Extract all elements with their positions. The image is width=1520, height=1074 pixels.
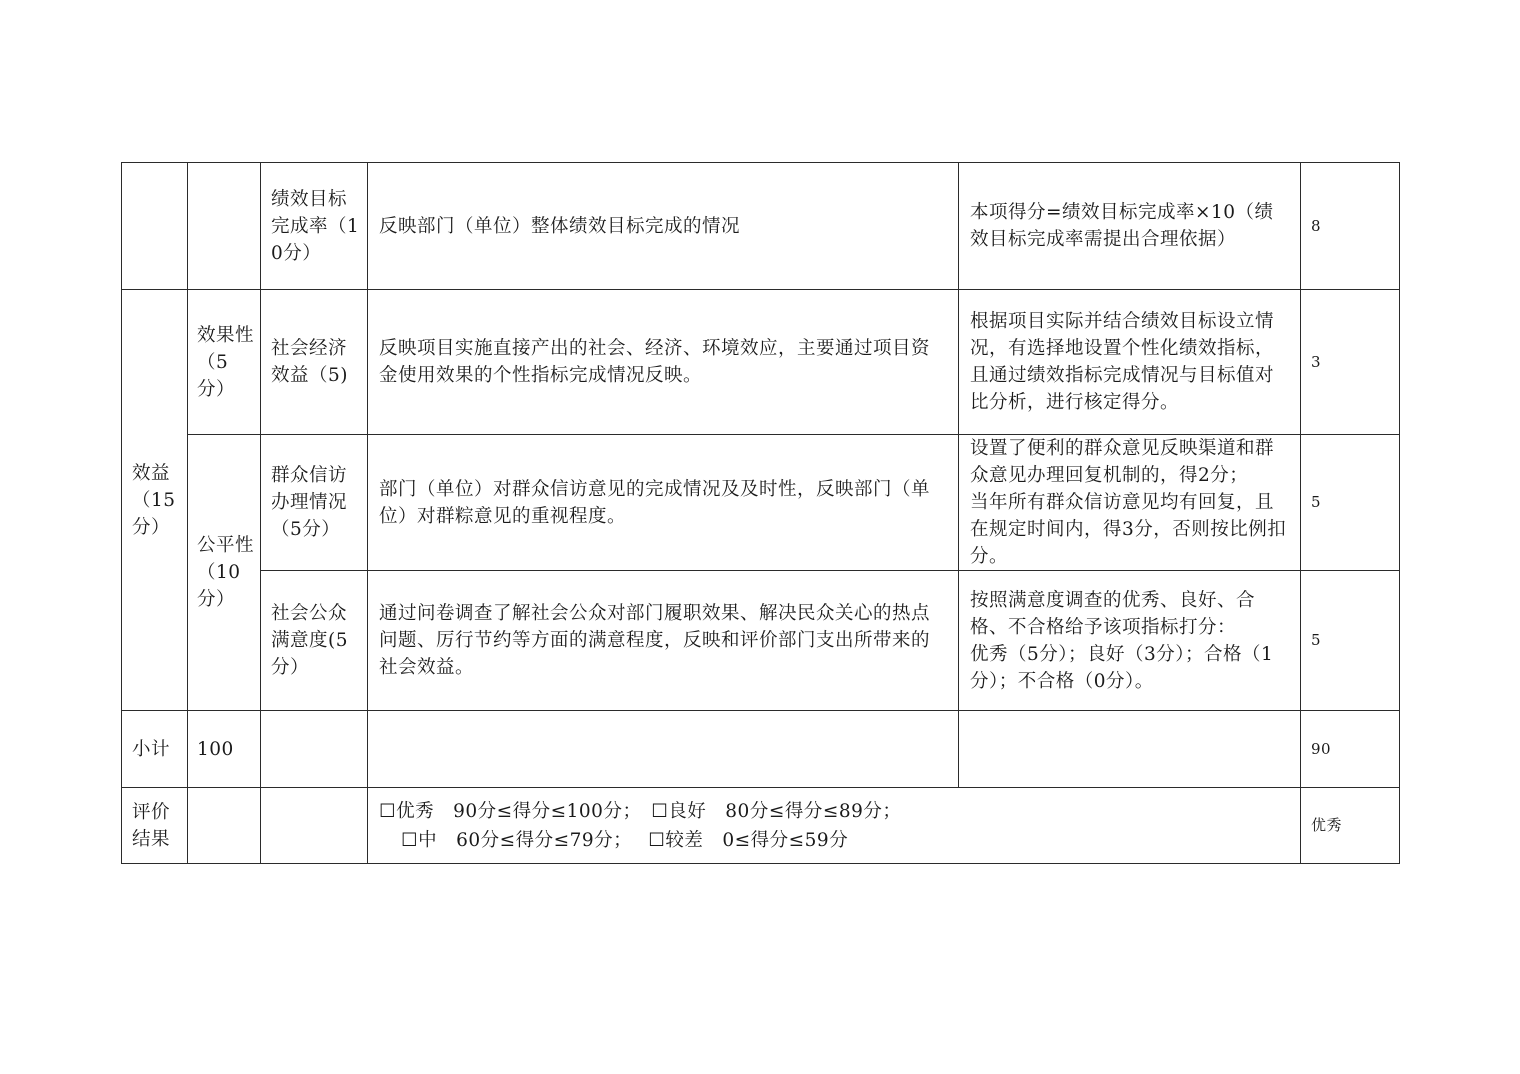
subtotal-empty — [368, 711, 959, 788]
subtotal-score: 90 — [1301, 711, 1400, 788]
score-cell: 5 — [1301, 435, 1400, 571]
grade-scale-line: ☐中 60分≤得分≤79分； ☐较差 0≤得分≤59分 — [401, 829, 849, 851]
description-cell: 通过问卷调查了解社会公众对部门履职效果、解决民众关心的热点问题、厉行节约等方面的满意程度，反映和评价部门支出所带来的社会效益。 — [368, 571, 959, 711]
table-row — [122, 163, 1400, 290]
result-value: 优秀 — [1301, 788, 1400, 864]
criteria-cell — [959, 571, 1301, 711]
result-empty — [261, 788, 368, 864]
indicator-cell: 绩效目标完成率（10分） — [261, 163, 368, 290]
subtotal-empty — [959, 711, 1301, 788]
description-cell: 反映部门（单位）整体绩效目标完成的情况 — [368, 163, 959, 290]
result-row — [122, 788, 1400, 864]
score-cell: 5 — [1301, 571, 1400, 711]
criteria-line: 按照满意度调查的优秀、良好、合格、不合格给予该项指标打分： — [970, 589, 1256, 638]
table-row — [122, 571, 1400, 711]
indicator-cell: 群众信访办理情况（5分） — [261, 435, 368, 571]
subtotal-row — [122, 711, 1400, 788]
score-cell: 8 — [1301, 163, 1400, 290]
level1-cell: 效益（15分） — [122, 290, 188, 711]
description-cell: 部门（单位）对群众信访意见的完成情况及及时性，反映部门（单位）对群粽意见的重视程度。 — [368, 435, 959, 571]
criteria-line: 当年所有群众信访意见均有回复，且在规定时间内，得3分，否则按比例扣分。 — [970, 492, 1287, 567]
indicator-cell: 社会经济效益（5) — [261, 290, 368, 435]
description-cell: 反映项目实施直接产出的社会、经济、环境效应，主要通过项目资金使用效果的个性指标完成情况反映。 — [368, 290, 959, 435]
result-label: 评价结果 — [122, 788, 188, 864]
result-empty — [188, 788, 261, 864]
level2-cell: 公平性（10分） — [188, 435, 261, 711]
criteria-cell — [959, 435, 1301, 571]
level2-cell-empty — [188, 163, 261, 290]
criteria-line: 设置了便利的群众意见反映渠道和群众意见办理回复机制的，得2分； — [970, 438, 1275, 486]
grade-scale-cell — [368, 788, 1301, 864]
level2-cell: 效果性（5分） — [188, 290, 261, 435]
table-row — [122, 290, 1400, 435]
evaluation-table — [121, 162, 1400, 864]
subtotal-label: 小计 — [122, 711, 188, 788]
subtotal-total: 100 — [188, 711, 261, 788]
indicator-cell: 社会公众满意度(5分） — [261, 571, 368, 711]
grade-scale-line: ☐优秀 90分≤得分≤100分； ☐良好 80分≤得分≤89分； — [379, 800, 902, 822]
table-row — [122, 435, 1400, 571]
criteria-cell: 根据项目实际并结合绩效目标设立情况，有选择地设置个性化绩效指标，且通过绩效指标完成情况与目标值对比分析，进行核定得分。 — [959, 290, 1301, 435]
score-cell: 3 — [1301, 290, 1400, 435]
level1-cell-empty — [122, 163, 188, 290]
criteria-cell: 本项得分=绩效目标完成率×10（绩效目标完成率需提出合理依据） — [959, 163, 1301, 290]
criteria-line: 优秀（5分）；良好（3分）；合格（1分）；不合格（0分）。 — [970, 643, 1274, 692]
subtotal-empty — [261, 711, 368, 788]
